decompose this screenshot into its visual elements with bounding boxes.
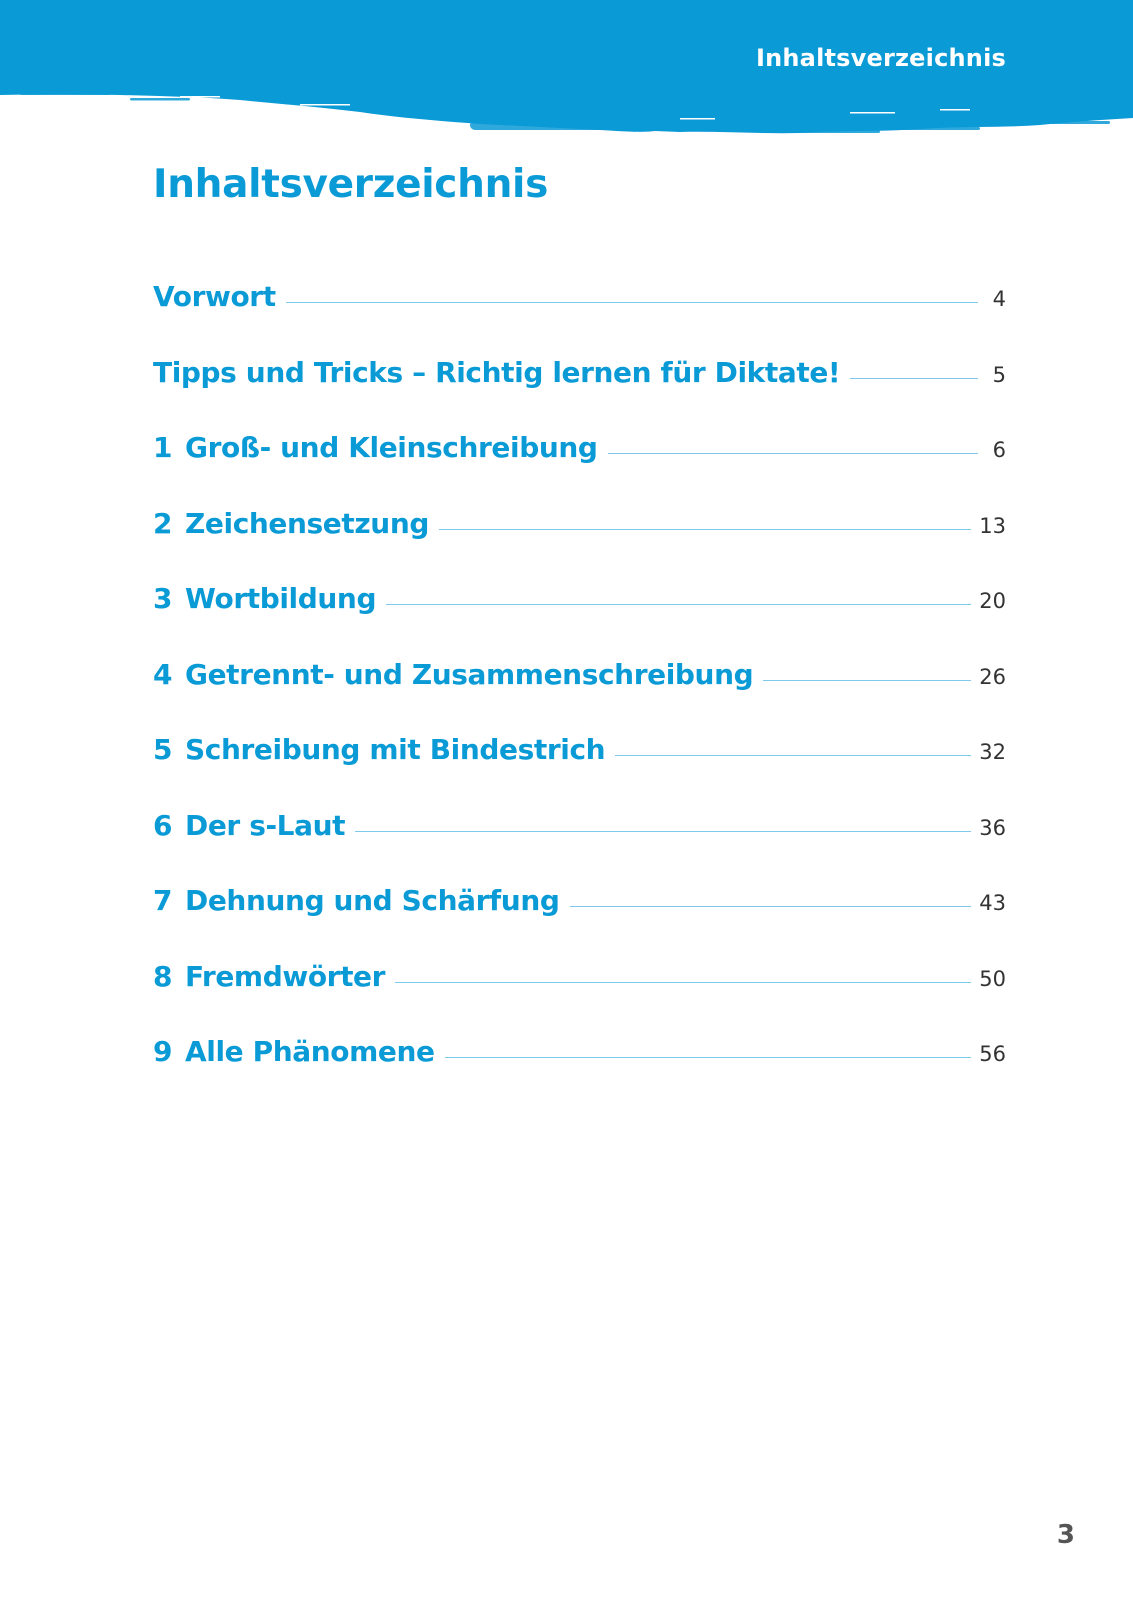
toc-leader-line xyxy=(570,906,972,907)
toc-entry-number: 4 xyxy=(153,657,173,691)
toc-entry-page: 13 xyxy=(979,513,1006,538)
toc-entry-page: 32 xyxy=(979,740,1006,764)
toc-leader-line xyxy=(615,755,971,756)
toc-entry-number: 3 xyxy=(153,582,173,615)
toc-leader-line xyxy=(850,378,978,379)
toc-entry-page: 56 xyxy=(979,1042,1006,1066)
toc-leader-line xyxy=(763,680,971,681)
toc-entry-vorwort[interactable] xyxy=(153,280,1006,356)
toc-leader-line xyxy=(386,604,971,605)
toc-entry-label: Groß- und Kleinschreibung xyxy=(185,431,598,464)
toc-entry-tipps[interactable] xyxy=(153,356,1006,432)
toc-entry-page: 36 xyxy=(979,815,1006,840)
toc-entry-page: 5 xyxy=(992,362,1006,387)
toc-entry-chapter-6[interactable] xyxy=(153,809,1006,885)
table-of-contents xyxy=(153,280,1006,1111)
toc-entry-page: 50 xyxy=(979,966,1006,991)
toc-entry-label: Fremdwörter xyxy=(185,959,386,993)
toc-entry-label: Zeichensetzung xyxy=(185,506,429,540)
toc-leader-line xyxy=(445,1057,972,1058)
toc-entry-label: Der s-Laut xyxy=(185,808,346,842)
toc-entry-page: 20 xyxy=(979,589,1006,613)
toc-entry-number: 2 xyxy=(153,506,173,540)
toc-entry-number: 1 xyxy=(153,431,173,464)
toc-entry-label: Wortbildung xyxy=(185,582,377,615)
toc-entry-label: Vorwort xyxy=(153,280,276,313)
toc-entry-page: 43 xyxy=(979,891,1006,915)
toc-leader-line xyxy=(355,831,971,832)
toc-leader-line xyxy=(286,302,978,303)
header-banner xyxy=(0,0,1133,140)
toc-entry-page: 4 xyxy=(992,287,1006,311)
toc-entry-chapter-1[interactable] xyxy=(153,431,1006,507)
toc-entry-label: Alle Phänomene xyxy=(185,1035,435,1068)
toc-entry-page: 26 xyxy=(979,664,1006,689)
toc-entry-number: 8 xyxy=(153,959,173,993)
toc-entry-chapter-7[interactable] xyxy=(153,884,1006,960)
page-number: 3 xyxy=(1056,1520,1075,1550)
toc-leader-line xyxy=(439,529,971,530)
toc-entry-number: 7 xyxy=(153,884,173,917)
toc-leader-line xyxy=(608,453,978,454)
toc-entry-chapter-9[interactable] xyxy=(153,1035,1006,1111)
toc-entry-label: Dehnung und Schärfung xyxy=(185,884,560,917)
toc-leader-line xyxy=(395,982,971,983)
header-section-label: Inhaltsverzeichnis xyxy=(755,44,1006,72)
toc-entry-page: 6 xyxy=(992,438,1006,462)
toc-entry-chapter-2[interactable] xyxy=(153,507,1006,583)
toc-entry-label: Getrennt- und Zusammenschreibung xyxy=(185,657,754,691)
toc-entry-chapter-8[interactable] xyxy=(153,960,1006,1036)
toc-entry-number: 5 xyxy=(153,733,173,766)
page-title: Inhaltsverzeichnis xyxy=(153,162,549,207)
toc-entry-label: Schreibung mit Bindestrich xyxy=(185,733,606,766)
toc-entry-number: 6 xyxy=(153,808,173,842)
toc-entry-chapter-5[interactable] xyxy=(153,733,1006,809)
toc-entry-number: 9 xyxy=(153,1035,173,1068)
toc-entry-chapter-3[interactable] xyxy=(153,582,1006,658)
toc-entry-label: Tipps und Tricks – Richtig lernen für Diktate! xyxy=(153,355,841,389)
toc-entry-chapter-4[interactable] xyxy=(153,658,1006,734)
